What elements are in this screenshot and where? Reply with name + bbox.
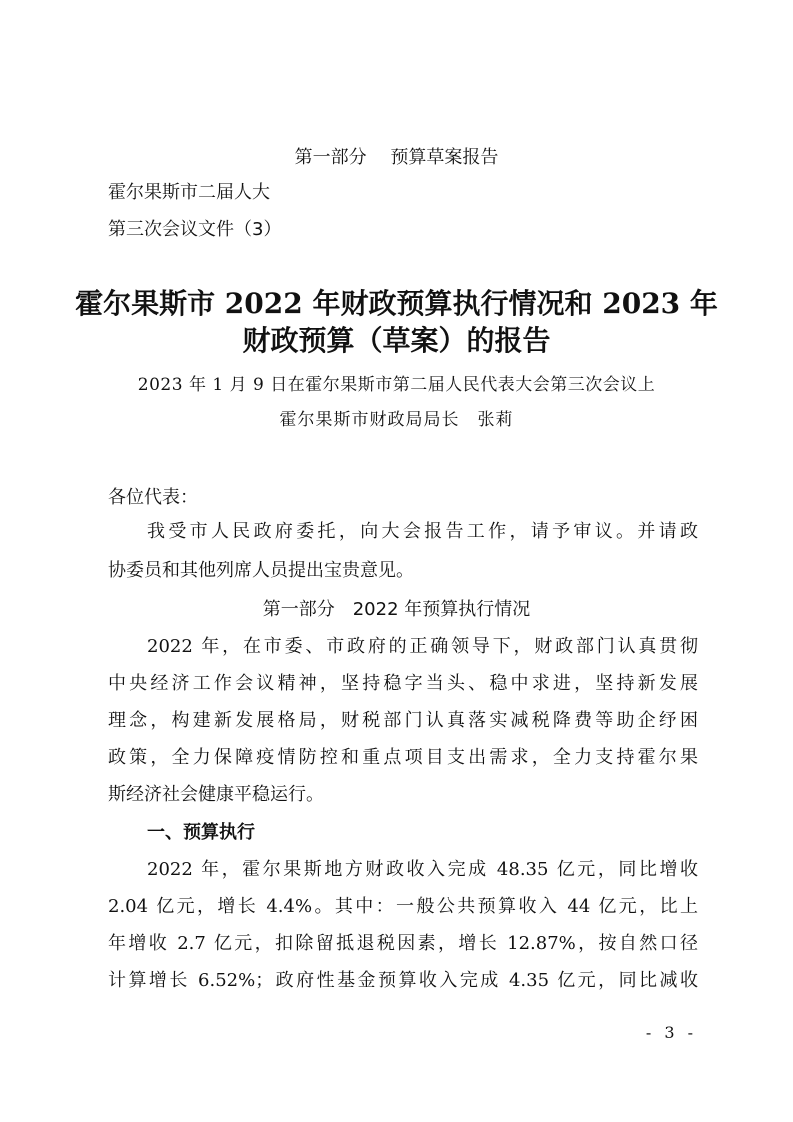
paragraph-line: 2022 年，在市委、市政府的正确领导下，财政部门认真贯彻 bbox=[147, 636, 698, 657]
page-number: - 3 - bbox=[645, 1023, 697, 1042]
document-session-number: 第三次会议文件（3） bbox=[108, 219, 282, 240]
report-title-line-2: 财政预算（草案）的报告 bbox=[242, 324, 551, 357]
paragraph-line: 2022 年，霍尔果斯地方财政收入完成 48.35 亿元，同比增收 bbox=[147, 859, 698, 880]
report-author: 霍尔果斯市财政局局长 张莉 bbox=[279, 410, 514, 430]
paragraph-line: 计算增长 6.52%；政府性基金预算收入完成 4.35 亿元，同比减收 bbox=[108, 970, 698, 991]
report-date-venue: 2023 年 1 月 9 日在霍尔果斯市第二届人民代表大会第三次会议上 bbox=[137, 375, 656, 395]
intro-line: 我受市人民政府委托，向大会报告工作，请予审议。并请政 bbox=[147, 521, 698, 542]
paragraph-line: 政策，全力保障疫情防控和重点项目支出需求，全力支持霍尔果 bbox=[108, 747, 698, 768]
intro-line: 协委员和其他列席人员提出宝贵意见。 bbox=[108, 560, 414, 581]
report-title-line-1: 霍尔果斯市 2022 年财政预算执行情况和 2023 年 bbox=[75, 287, 718, 320]
document-issuer: 霍尔果斯市二届人大 bbox=[108, 182, 270, 203]
subsection-heading: 一、预算执行 bbox=[147, 822, 255, 843]
salutation: 各位代表： bbox=[108, 487, 198, 508]
paragraph-line: 斯经济社会健康平稳运行。 bbox=[108, 784, 324, 805]
paragraph-line: 理念，构建新发展格局，财税部门认真落实减税降费等助企纾困 bbox=[108, 710, 698, 731]
section-heading: 第一部分 2022 年预算执行情况 bbox=[262, 599, 531, 620]
paragraph-line: 2.04 亿元，增长 4.4%。其中：一般公共预算收入 44 亿元，比上 bbox=[108, 896, 698, 917]
part-heading: 第一部分 预算草案报告 bbox=[294, 147, 499, 168]
paragraph-line: 年增收 2.7 亿元，扣除留抵退税因素，增长 12.87%，按自然口径 bbox=[108, 933, 698, 954]
paragraph-line: 中央经济工作会议精神，坚持稳字当头、稳中求进，坚持新发展 bbox=[108, 673, 698, 694]
